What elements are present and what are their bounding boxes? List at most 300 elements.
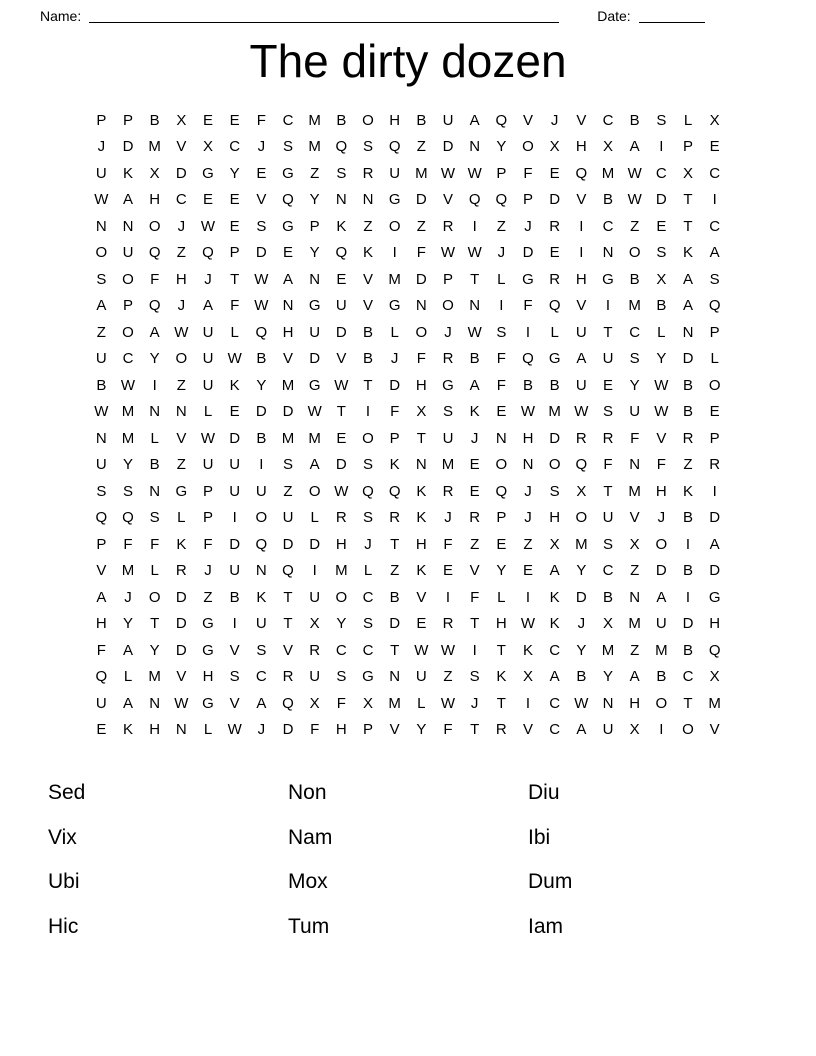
grid-letter: B — [549, 376, 560, 394]
grid-letter: U — [575, 376, 587, 394]
grid-letter: H — [522, 429, 534, 447]
grid-letter: S — [362, 615, 373, 633]
grid-letter: W — [174, 323, 189, 341]
grid-letter: P — [682, 138, 693, 156]
grid-letter: O — [148, 217, 161, 235]
grid-letter: Z — [470, 535, 480, 553]
grid-letter: V — [442, 191, 453, 209]
grid-letter: I — [525, 323, 531, 341]
grid-letter: S — [496, 323, 507, 341]
grid-letter: F — [443, 721, 453, 739]
grid-letter: U — [335, 297, 347, 315]
word-item: Diu — [528, 781, 560, 805]
grid-letter: M — [335, 562, 348, 580]
grid-letter: C — [549, 721, 561, 739]
grid-letter: T — [603, 482, 613, 500]
grid-letter: V — [362, 270, 373, 288]
grid-letter: F — [416, 350, 426, 368]
grid-letter: W — [414, 641, 429, 659]
grid-letter: N — [682, 323, 694, 341]
grid-letter: S — [96, 482, 107, 500]
grid-letter: J — [550, 111, 559, 129]
grid-letter: T — [496, 694, 506, 712]
grid-letter: M — [281, 429, 295, 447]
grid-letter: L — [230, 323, 239, 341]
worksheet-header — [0, 0, 816, 24]
grid-letter: V — [416, 588, 427, 606]
grid-letter: D — [709, 509, 721, 527]
grid-letter: E — [469, 456, 480, 474]
grid-letter: Z — [496, 217, 506, 235]
grid-letter: Z — [176, 456, 186, 474]
name-label: Name: — [40, 8, 82, 24]
grid-letter: I — [312, 562, 317, 580]
grid-letter: F — [310, 721, 320, 739]
grid-letter: J — [257, 721, 266, 739]
grid-letter: H — [149, 721, 161, 739]
grid-letter: R — [602, 429, 614, 447]
grid-letter: Z — [203, 588, 213, 606]
grid-letter: W — [440, 641, 456, 659]
grid-letter: D — [682, 615, 694, 633]
grid-letter: W — [227, 350, 242, 368]
grid-letter: A — [122, 641, 133, 659]
grid-letter: N — [629, 456, 641, 474]
grid-letter: D — [389, 615, 401, 633]
grid-letter: X — [709, 111, 720, 129]
grid-letter: Q — [708, 641, 721, 659]
grid-letter: S — [96, 270, 107, 288]
grid-letter: C — [549, 694, 561, 712]
grid-letter: D — [549, 191, 561, 209]
grid-letter: M — [121, 429, 135, 447]
grid-letter: T — [683, 217, 693, 235]
grid-letter: T — [283, 615, 293, 633]
grid-letter: R — [389, 509, 401, 527]
grid-letter: F — [630, 429, 640, 447]
grid-letter: G — [282, 164, 294, 182]
grid-letter: W — [467, 323, 482, 341]
grid-letter: W — [120, 376, 136, 394]
grid-letter: Q — [388, 482, 401, 500]
grid-letter: D — [415, 191, 427, 209]
grid-letter: N — [415, 297, 427, 315]
grid-letter: X — [629, 721, 640, 739]
grid-letter: P — [309, 217, 320, 235]
grid-letter: I — [579, 244, 584, 262]
grid-letter: D — [442, 138, 454, 156]
grid-letter: L — [497, 270, 506, 288]
grid-letter: X — [629, 535, 640, 553]
grid-letter: H — [575, 270, 587, 288]
grid-letter: X — [549, 138, 560, 156]
grid-letter: F — [496, 350, 506, 368]
grid-letter: N — [282, 297, 294, 315]
grid-letter: D — [575, 588, 587, 606]
grid-letter: S — [229, 668, 240, 686]
grid-letter: Y — [629, 376, 640, 394]
grid-letter: S — [336, 668, 347, 686]
grid-letter: C — [709, 217, 721, 235]
grid-letter: E — [602, 376, 613, 394]
grid-letter: S — [629, 350, 640, 368]
grid-letter: M — [148, 138, 161, 156]
grid-letter: U — [122, 244, 134, 262]
grid-letter: M — [601, 164, 615, 182]
grid-letter: G — [442, 376, 454, 394]
grid-letter: D — [229, 535, 241, 553]
grid-letter: X — [309, 615, 320, 633]
word-item: Non — [288, 781, 327, 805]
grid-letter: P — [709, 323, 720, 341]
grid-letter: S — [362, 509, 373, 527]
grid-letter: C — [282, 111, 294, 129]
grid-letter: S — [336, 164, 347, 182]
grid-letter: N — [309, 270, 321, 288]
grid-letter: S — [709, 270, 720, 288]
grid-letter: L — [123, 668, 133, 686]
grid-letter: E — [549, 164, 560, 182]
grid-letter: S — [549, 482, 560, 500]
grid-letter: O — [362, 111, 374, 129]
grid-letter: F — [443, 535, 453, 553]
grid-letter: E — [282, 244, 293, 262]
grid-letter: W — [627, 191, 642, 209]
grid-letter: D — [709, 562, 721, 580]
grid-letter: O — [308, 482, 321, 500]
grid-letter: B — [656, 297, 667, 315]
grid-letter: S — [362, 138, 373, 156]
grid-letter: G — [362, 668, 374, 686]
grid-letter: V — [709, 721, 720, 739]
grid-letter: P — [389, 429, 400, 447]
grid-letter: W — [200, 217, 216, 235]
grid-letter: H — [415, 535, 427, 553]
grid-letter: Y — [122, 456, 133, 474]
grid-letter: B — [682, 562, 693, 580]
grid-letter: Z — [176, 376, 186, 394]
grid-letter: O — [628, 244, 641, 262]
grid-letter: U — [202, 456, 214, 474]
grid-letter: J — [444, 509, 452, 527]
grid-letter: L — [310, 509, 319, 527]
grid-letter: M — [308, 429, 321, 447]
grid-letter: Z — [416, 217, 426, 235]
grid-letter: H — [629, 694, 641, 712]
grid-letter: N — [415, 456, 427, 474]
grid-letter: I — [685, 535, 691, 553]
grid-letter: U — [602, 721, 614, 739]
grid-letter: D — [255, 403, 267, 421]
grid-letter: J — [524, 509, 532, 527]
grid-letter: N — [522, 456, 534, 474]
grid-letter: I — [445, 588, 451, 606]
grid-letter: D — [175, 641, 187, 659]
grid-letter: Z — [310, 164, 320, 182]
grid-letter: W — [254, 297, 269, 315]
grid-letter: E — [416, 615, 427, 633]
grid-letter: H — [149, 191, 161, 209]
grid-letter: C — [655, 164, 667, 182]
word-item: Tum — [288, 914, 330, 938]
grid-letter: P — [96, 111, 107, 129]
grid-letter: U — [95, 350, 107, 368]
grid-letter: I — [472, 217, 477, 235]
grid-letter: V — [176, 668, 187, 686]
grid-letter: U — [575, 323, 587, 341]
grid-letter: L — [363, 562, 373, 580]
grid-letter: D — [282, 721, 294, 739]
grid-letter: N — [175, 721, 187, 739]
grid-letter: O — [388, 217, 401, 235]
grid-letter: G — [202, 641, 214, 659]
grid-letter: D — [229, 429, 241, 447]
grid-letter: G — [202, 694, 214, 712]
grid-letter: U — [202, 350, 214, 368]
grid-letter: N — [255, 562, 267, 580]
grid-letter: M — [415, 164, 428, 182]
grid-letter: D — [655, 562, 667, 580]
grid-letter: N — [175, 403, 187, 421]
grid-letter: I — [712, 482, 717, 500]
grid-letter: V — [176, 429, 187, 447]
grid-letter: K — [496, 668, 507, 686]
grid-letter: J — [470, 694, 479, 712]
grid-letter: N — [495, 429, 507, 447]
grid-letter: P — [122, 111, 133, 129]
grid-letter: T — [390, 535, 400, 553]
grid-letter: L — [177, 509, 186, 527]
grid-letter: J — [577, 615, 586, 633]
grid-letter: Z — [283, 482, 293, 500]
grid-letter: V — [176, 138, 187, 156]
grid-letter: K — [416, 509, 427, 527]
grid-letter: Q — [122, 509, 134, 527]
grid-letter: E — [469, 482, 480, 500]
word-item: Dum — [528, 870, 573, 894]
grid-letter: J — [364, 535, 372, 553]
grid-letter: N — [469, 138, 481, 156]
grid-letter: E — [229, 217, 240, 235]
grid-letter: S — [602, 535, 613, 553]
grid-letter: I — [659, 138, 664, 156]
grid-letter: Z — [683, 456, 693, 474]
grid-letter: E — [96, 721, 107, 739]
grid-letter: D — [415, 270, 427, 288]
grid-letter: H — [389, 111, 401, 129]
word-item: Nam — [288, 825, 333, 849]
grid-letter: I — [685, 588, 691, 606]
grid-letter: W — [654, 403, 669, 421]
grid-letter: G — [548, 350, 561, 368]
grid-letter: H — [335, 535, 347, 553]
grid-letter: E — [256, 164, 267, 182]
grid-letter: J — [97, 138, 106, 156]
grid-letter: K — [362, 244, 373, 262]
grid-letter: Q — [335, 138, 348, 156]
grid-letter: N — [95, 429, 107, 447]
grid-letter: H — [95, 615, 107, 633]
grid-letter: U — [389, 164, 401, 182]
grid-letter: Z — [176, 244, 186, 262]
grid-letter: D — [389, 376, 401, 394]
grid-letter: E — [336, 270, 347, 288]
grid-letter: F — [96, 641, 106, 659]
grid-letter: X — [416, 403, 427, 421]
grid-letter: P — [522, 191, 533, 209]
grid-letter: O — [415, 323, 428, 341]
grid-letter: Q — [282, 694, 294, 712]
grid-letter: F — [603, 456, 613, 474]
grid-letter: Y — [576, 562, 587, 580]
grid-letter: V — [522, 721, 533, 739]
grid-letter: N — [149, 694, 161, 712]
grid-letter: M — [308, 111, 321, 129]
grid-letter: K — [682, 244, 693, 262]
grid-letter: S — [442, 403, 453, 421]
grid-letter: R — [709, 456, 721, 474]
grid-letter: G — [388, 191, 401, 209]
grid-letter: F — [470, 588, 480, 606]
grid-letter: V — [389, 721, 400, 739]
word-item: Sed — [48, 781, 86, 805]
word-item: Ubi — [48, 870, 80, 894]
grid-letter: L — [683, 111, 693, 129]
grid-letter: W — [654, 376, 669, 394]
grid-letter: V — [656, 429, 667, 447]
grid-letter: U — [309, 588, 321, 606]
grid-letter: K — [336, 217, 347, 235]
grid-letter: C — [602, 217, 614, 235]
grid-letter: F — [150, 270, 160, 288]
grid-letter: N — [469, 297, 481, 315]
grid-letter: I — [499, 297, 504, 315]
grid-letter: Z — [630, 641, 640, 659]
grid-letter: L — [150, 429, 159, 447]
grid-letter: Z — [630, 562, 640, 580]
grid-letter: B — [336, 111, 347, 129]
grid-letter: T — [363, 376, 373, 394]
grid-letter: C — [709, 164, 721, 182]
grid-letter: S — [256, 217, 267, 235]
grid-letter: H — [415, 376, 427, 394]
grid-letter: K — [416, 482, 427, 500]
grid-letter: V — [362, 297, 373, 315]
grid-letter: A — [202, 297, 213, 315]
grid-letter: Q — [495, 111, 508, 129]
grid-letter: B — [576, 668, 587, 686]
grid-letter: A — [629, 138, 640, 156]
grid-letter: B — [149, 111, 160, 129]
grid-letter: D — [335, 456, 347, 474]
grid-letter: N — [335, 191, 347, 209]
grid-letter: O — [255, 509, 268, 527]
grid-letter: M — [388, 694, 401, 712]
grid-letter: Z — [96, 323, 106, 341]
grid-letter: W — [174, 694, 189, 712]
grid-letter: R — [575, 429, 587, 447]
grid-letter: A — [469, 376, 480, 394]
grid-letter: F — [496, 376, 506, 394]
grid-letter: F — [203, 535, 213, 553]
grid-letter: Y — [336, 615, 347, 633]
grid-letter: M — [441, 456, 455, 474]
grid-letter: G — [308, 376, 321, 394]
grid-letter: D — [282, 403, 294, 421]
grid-letter: U — [255, 615, 267, 633]
grid-letter: M — [628, 482, 641, 500]
grid-letter: J — [390, 350, 399, 368]
grid-letter: W — [200, 429, 216, 447]
grid-letter: F — [390, 403, 400, 421]
grid-letter: Q — [255, 323, 268, 341]
grid-letter: B — [656, 668, 667, 686]
grid-letter: F — [656, 456, 666, 474]
grid-letter: I — [605, 297, 611, 315]
grid-letter: I — [472, 641, 477, 659]
grid-letter: B — [682, 641, 693, 659]
grid-letter: Z — [363, 217, 373, 235]
grid-letter: B — [682, 509, 693, 527]
grid-letter: R — [495, 721, 507, 739]
grid-letter: L — [203, 403, 213, 421]
grid-letter: J — [497, 244, 506, 262]
grid-letter: I — [659, 721, 664, 739]
grid-letter: W — [254, 270, 269, 288]
grid-letter: C — [362, 588, 374, 606]
grid-letter: U — [202, 376, 214, 394]
grid-letter: W — [94, 403, 109, 421]
grid-letter: C — [229, 138, 241, 156]
grid-letter: N — [122, 217, 134, 235]
grid-letter: R — [682, 429, 694, 447]
grid-letter: R — [442, 350, 454, 368]
word-item: Vix — [48, 825, 77, 849]
grid-letter: Y — [576, 641, 587, 659]
grid-letter: Q — [95, 668, 108, 686]
grid-letter: S — [122, 482, 133, 500]
grid-letter: N — [602, 694, 614, 712]
grid-letter: K — [229, 376, 240, 394]
grid-letter: W — [467, 164, 482, 182]
grid-letter: N — [602, 244, 614, 262]
grid-letter: O — [655, 694, 668, 712]
grid-letter: V — [282, 350, 293, 368]
grid-letter: M — [548, 403, 561, 421]
grid-letter: O — [335, 588, 348, 606]
grid-letter: E — [229, 191, 240, 209]
grid-letter: V — [576, 297, 587, 315]
grid-letter: H — [175, 270, 187, 288]
grid-letter: S — [282, 138, 293, 156]
word-item: Iam — [528, 914, 564, 938]
grid-letter: E — [202, 111, 213, 129]
grid-letter: V — [469, 562, 480, 580]
grid-letter: U — [255, 482, 267, 500]
grid-letter: D — [309, 535, 321, 553]
grid-letter: W — [334, 376, 349, 394]
grid-letter: Q — [495, 482, 508, 500]
grid-letter: B — [96, 376, 107, 394]
grid-letter: P — [202, 509, 213, 527]
grid-letter: P — [96, 535, 107, 553]
grid-letter: J — [524, 482, 532, 500]
grid-letter: C — [335, 641, 347, 659]
grid-letter: E — [229, 111, 240, 129]
grid-letter: E — [496, 403, 507, 421]
grid-letter: J — [177, 217, 186, 235]
grid-letter: M — [628, 297, 641, 315]
